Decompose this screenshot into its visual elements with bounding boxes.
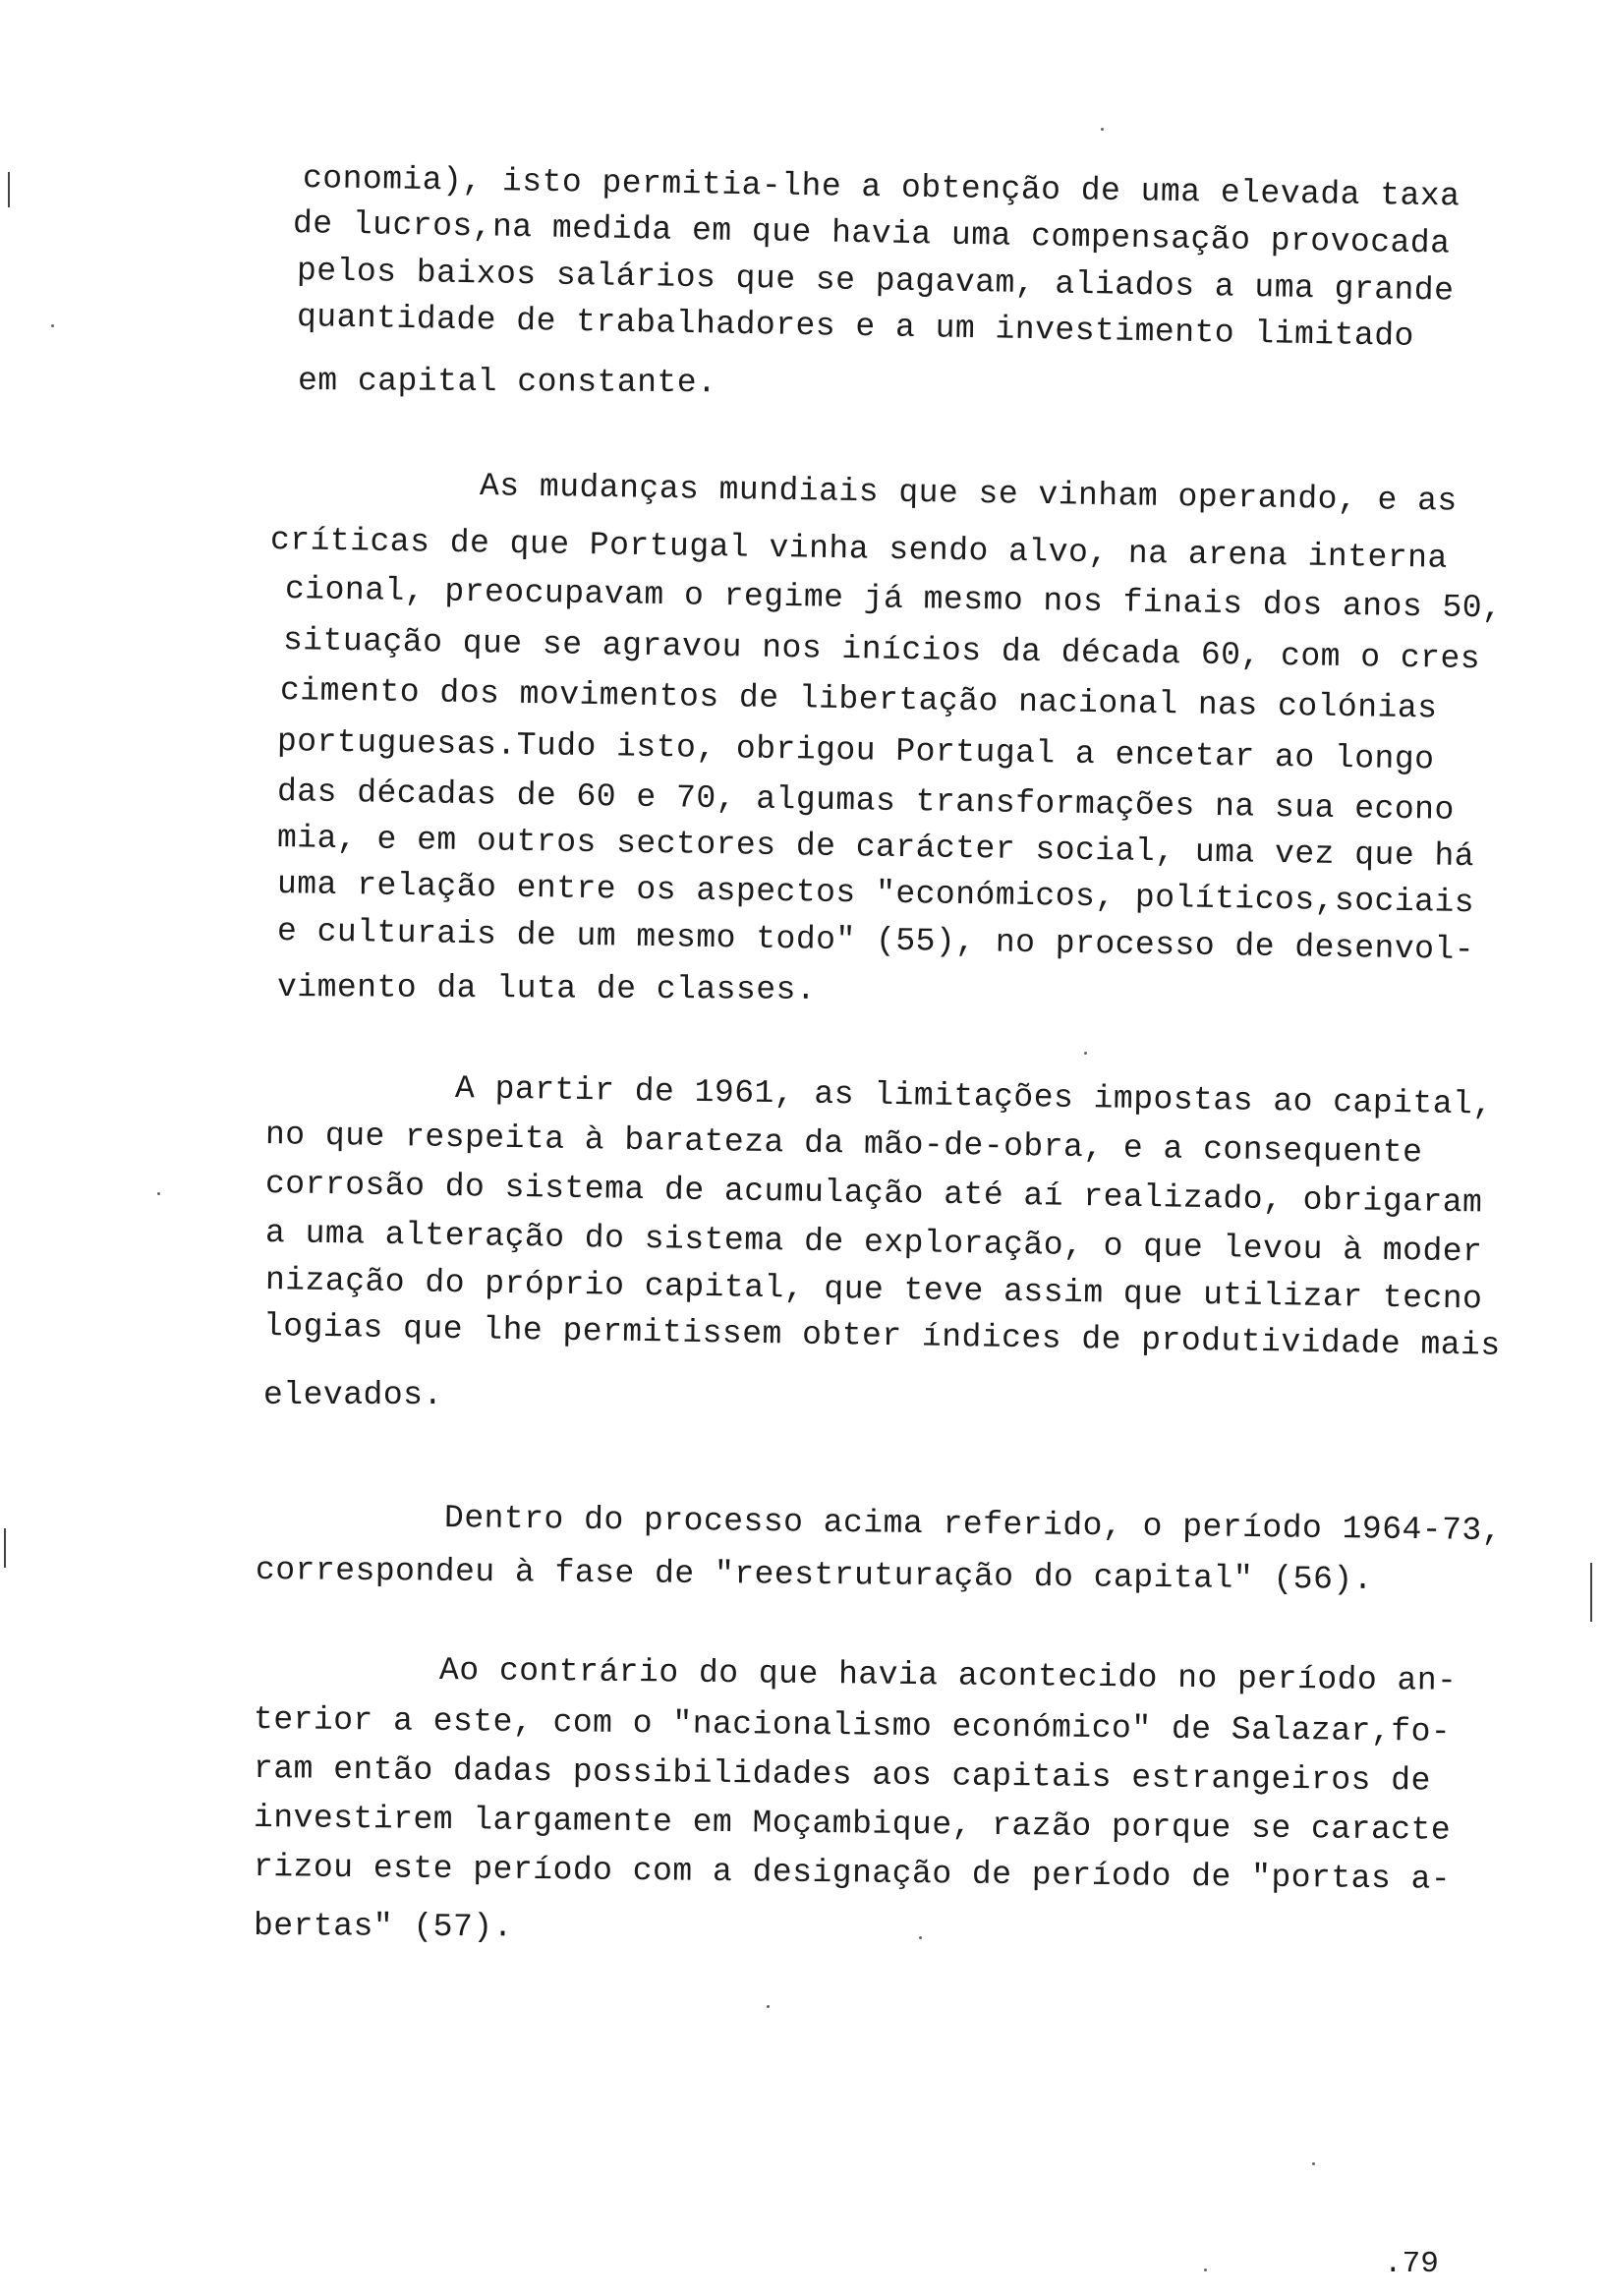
text-line: elevados. [263,1377,443,1413]
text-line: das décadas de 60 e 70, algumas transformações na sua econo [276,774,1456,829]
text-line: pelos baixos salários que se pagavam, aliados a uma grande [296,253,1455,310]
text-line: de lucros,na medida em que havia uma compensação provocada [292,205,1451,262]
text-line: nização do próprio capital, que teve assim que utilizar tecno [264,1262,1483,1318]
scan-edge-mark [4,1528,6,1568]
text-line: cional, preocupavam o regime já mesmo nos finais dos anos 50, [284,571,1503,627]
text-line: situação que se agravou nos inícios da década 60, com o cres [282,622,1481,678]
text-line: terior a este, com o "nacionalismo económico" de Salazar,fo- [253,1701,1452,1751]
text-line: ram então dadas possibilidades aos capitais estrangeiros de [253,1751,1432,1800]
text-line: A partir de 1961, as limitações impostas ao capital, [454,1070,1493,1123]
text-line: bertas" (57). [253,1908,514,1946]
text-line: corrosão do sistema de acumulação até aí realizado, obrigaram [264,1166,1483,1222]
text-line: e culturais de um mesmo todo" (55), no processo de desenvol- [276,913,1475,969]
scan-edge-mark [1590,1563,1592,1622]
scan-speck [51,324,54,327]
scan-speck [1312,2162,1315,2165]
text-line: críticas de que Portugal vinha sendo alvo, na arena interna [269,522,1449,577]
text-line: conomia), isto permitia-lhe a obtenção de uma elevada taxa [302,160,1461,215]
scan-speck [767,2005,770,2008]
text-line: cimento dos movimentos de libertação nacional nas colónias [279,672,1438,727]
scan-speck [1204,2268,1207,2271]
text-line: quantidade de trabalhadores e a um investimento limitado [296,299,1415,355]
text-line: logias que lhe permitissem obter índices de produtividade mais [262,1308,1501,1364]
scan-speck [157,1192,160,1195]
text-line: vimento da luta de classes. [276,969,817,1008]
scan-speck [1084,1052,1087,1055]
scan-speck [919,1936,922,1939]
page-number: .79 [1384,2247,1439,2281]
scan-speck [1101,128,1104,131]
text-line: portuguesas.Tudo isto, obrigou Portugal a encetar ao longo [276,723,1435,778]
text-line: mia, e em outros sectores de carácter social, uma vez que há [276,820,1475,876]
text-line: em capital constante. [297,363,717,402]
text-line: rizou este período com a designação de período de "portas a- [253,1849,1452,1898]
scan-edge-mark [8,172,10,207]
text-line: a uma alteração do sistema de exploração, o que levou à moder [264,1215,1483,1271]
text-line: correspondeu à fase de "reestruturação do capital" (56). [255,1552,1374,1598]
text-line: uma relação entre os aspectos "económicos, políticos,sociais [276,866,1475,922]
text-line: As mudanças mundiais que se vinham operando, e as [479,468,1459,520]
text-line: no que respeita à barateza da mão-de-obra, e a consequente [264,1117,1423,1172]
text-line: Dentro do processo acima referido, o período 1964-73, [443,1500,1503,1550]
text-line: investirem largamente em Moçambique, razão porque se caracte [253,1800,1452,1849]
text-line: Ao contrário do que havia acontecido no período an- [438,1652,1458,1699]
